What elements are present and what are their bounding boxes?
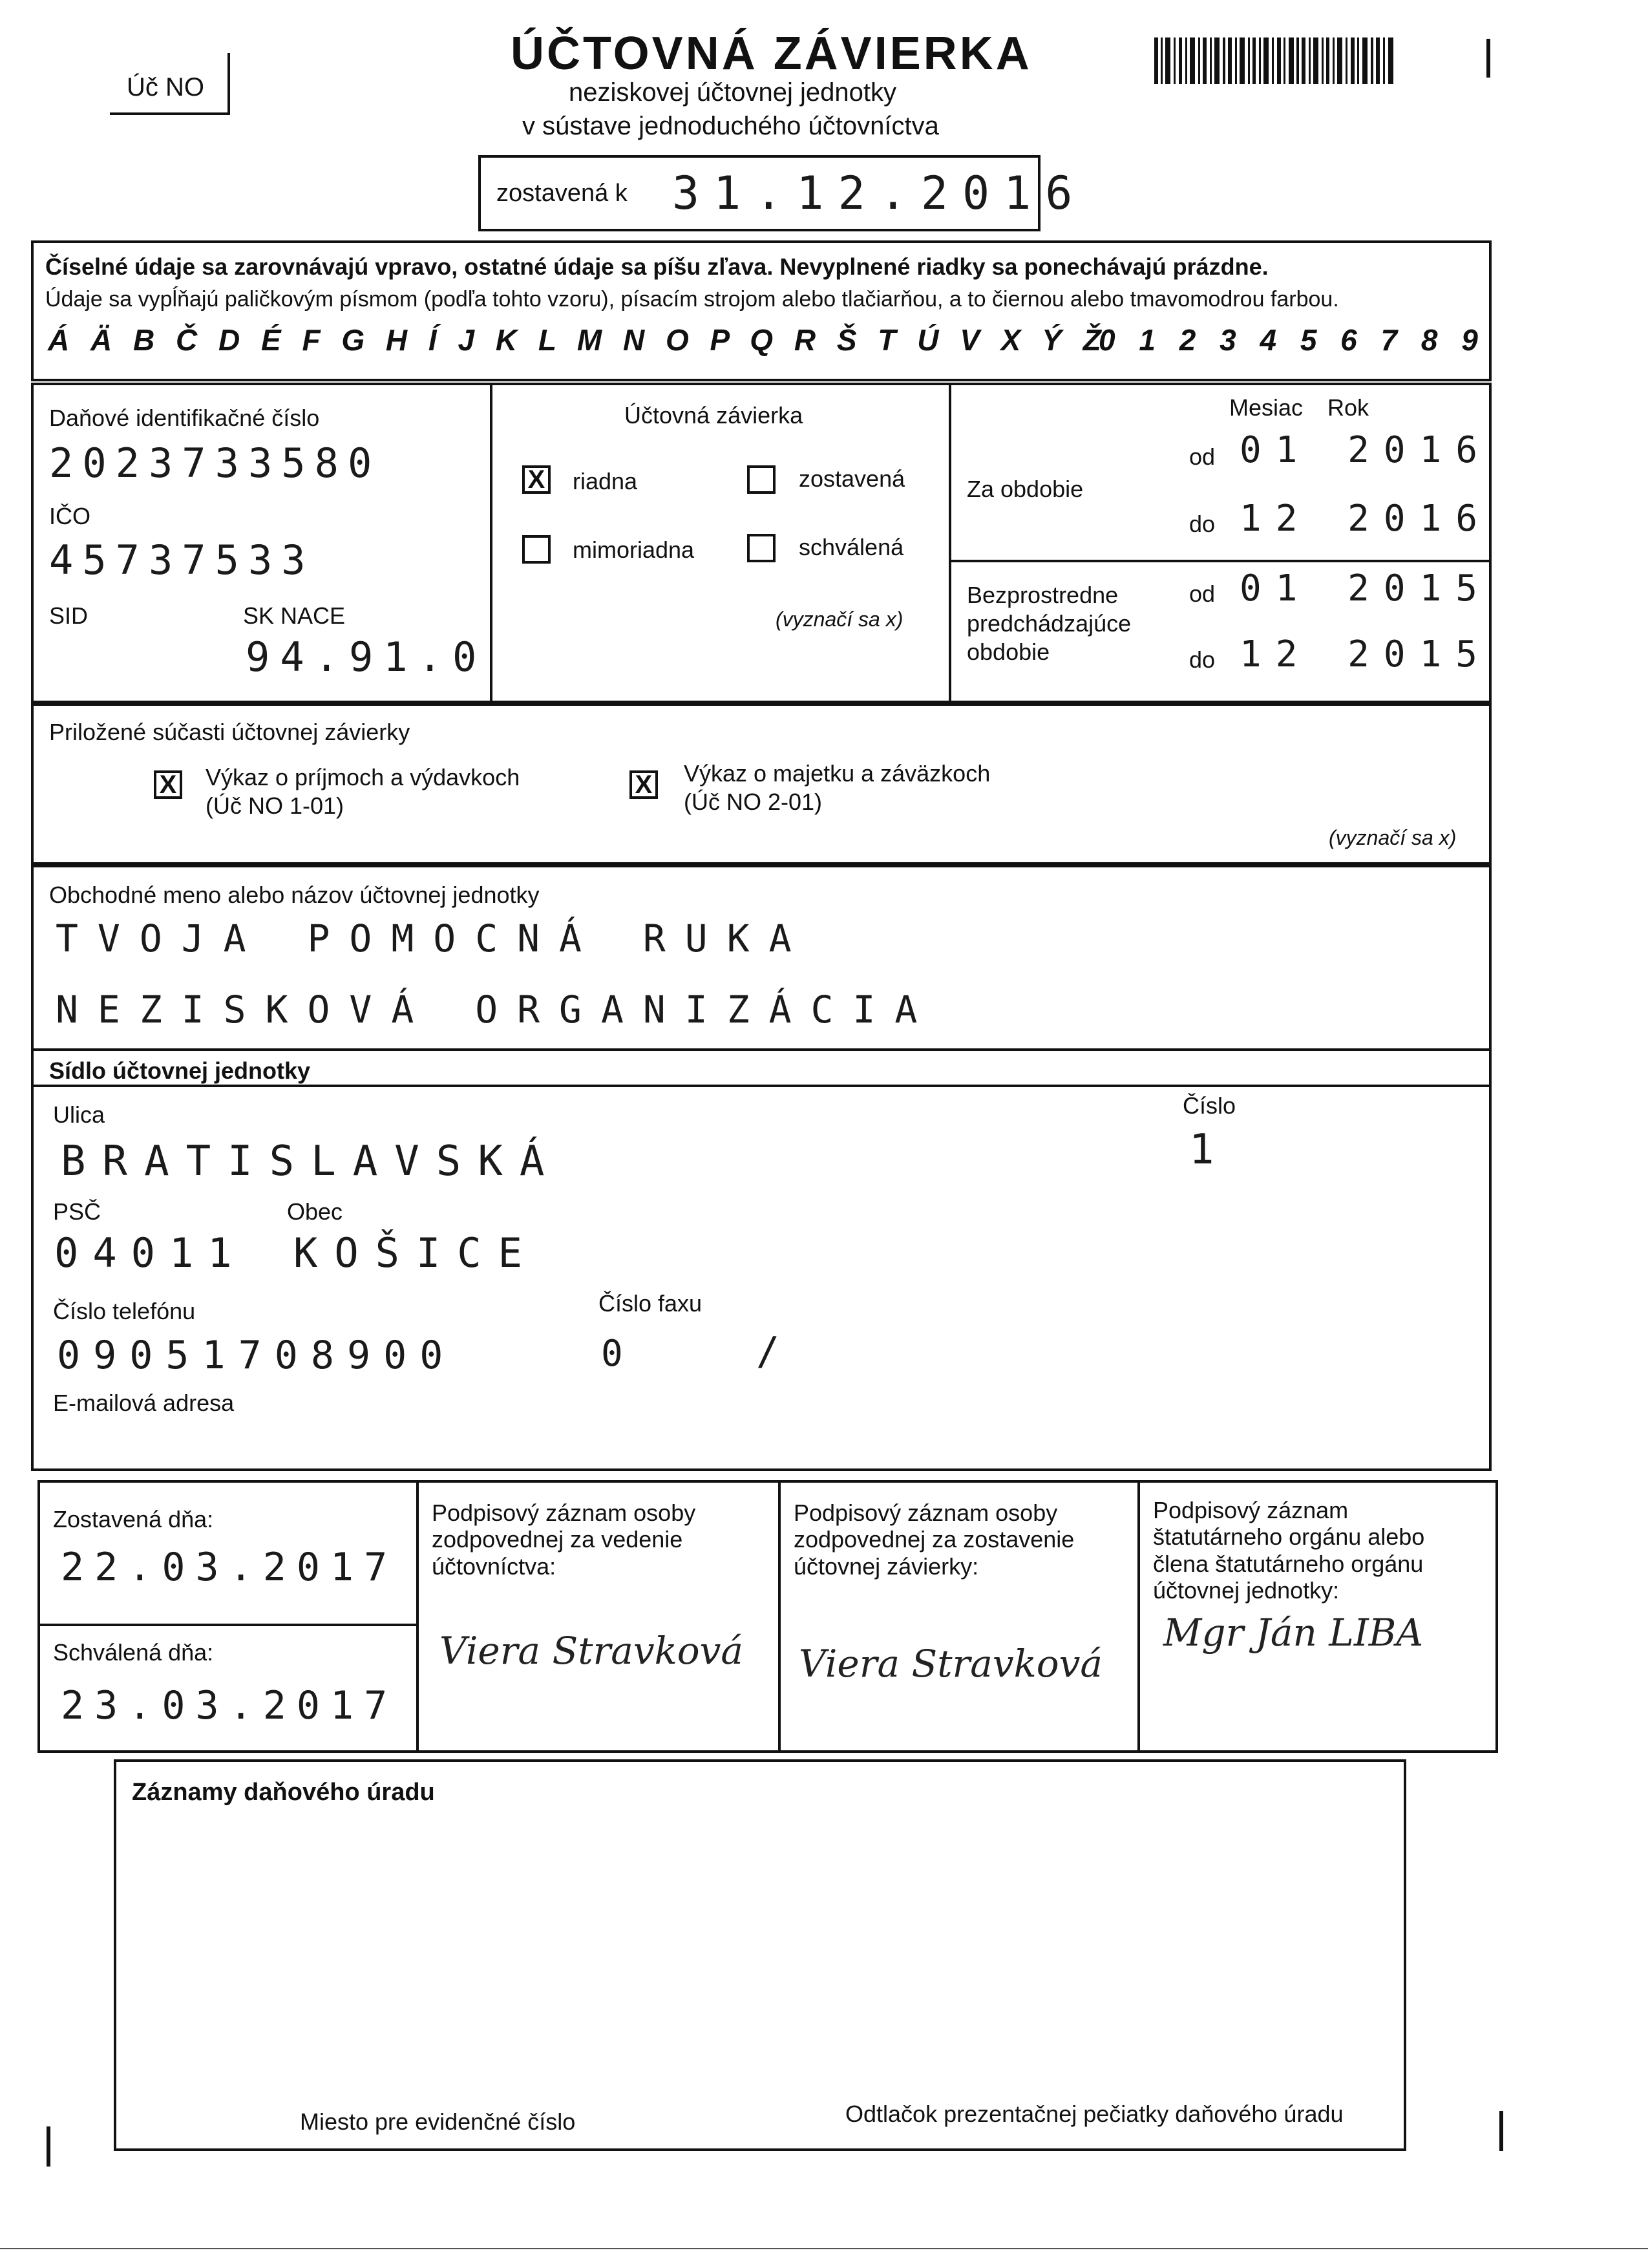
current-from-label: od xyxy=(1189,443,1216,470)
seat-label: Sídlo účtovnej jednotky xyxy=(49,1057,311,1084)
margin-mark-left xyxy=(47,2126,50,2167)
previous-to-value: 12 2015 xyxy=(1240,633,1492,675)
city-label: Obec xyxy=(287,1198,343,1225)
previous-label-3: obdobie xyxy=(967,639,1050,665)
sample-digits: 0 1 2 3 4 5 6 7 8 9 xyxy=(1099,323,1486,357)
instructions-line-1: Číselné údaje sa zarovnávajú vpravo, ostatné údaje sa píšu zľava. Nevyplnené riadky sa ponechávajú prázdne. xyxy=(45,253,1269,280)
statutory-body-signature: Mgr Ján LIBA xyxy=(1163,1611,1424,1655)
email-label: E-mailová adresa xyxy=(53,1390,235,1416)
statutory-body-label: Podpisový záznam štatutárneho orgánu alebo člena štatutárneho orgánu účtovnej jednotky: xyxy=(1153,1497,1425,1604)
margin-mark-right xyxy=(1499,2111,1503,2151)
current-to-value: 12 2016 xyxy=(1240,498,1492,540)
entity-name-line-2: NEZISKOVÁ ORGANIZÁCIA xyxy=(56,988,937,1032)
entity-name-line-1: TVOJA POMOCNÁ RUKA xyxy=(56,917,811,960)
attachment-2-line-1: Výkaz o majetku a záväzkoch xyxy=(684,760,991,787)
current-from-value: 01 2016 xyxy=(1240,429,1492,471)
psc-label: PSČ xyxy=(53,1198,101,1225)
form-subtitle-1: neziskovej účtovnej jednotky xyxy=(569,78,896,107)
previous-label-1: Bezprostredne xyxy=(967,582,1119,608)
statement-title: Účtovná závierka xyxy=(624,402,803,429)
divider-dates xyxy=(40,1624,416,1626)
divider-seat xyxy=(34,1048,1489,1051)
compiled-on-value: 22.03.2017 xyxy=(61,1545,398,1590)
form-subtitle-2: v sústave jednoduchého účtovníctva xyxy=(522,112,939,140)
attachment-1-line-2: (Úč NO 1-01) xyxy=(206,792,344,819)
dic-label: Daňové identifikačné číslo xyxy=(49,405,320,431)
divider-period xyxy=(949,385,951,701)
city-value: KOŠICE xyxy=(293,1229,539,1277)
checkbox-income-statement[interactable]: X xyxy=(154,770,182,799)
previous-to-label: do xyxy=(1189,646,1216,673)
fax-slash: / xyxy=(756,1329,802,1374)
previous-from-label: od xyxy=(1189,580,1216,607)
checkbox-zostavena[interactable] xyxy=(747,465,776,494)
accounting-responsible-signature: Viera Stravková xyxy=(439,1629,744,1673)
tax-office-title: Záznamy daňového úradu xyxy=(132,1779,435,1806)
label-riadna: riadna xyxy=(573,468,638,494)
checkbox-mimoriadna[interactable] xyxy=(522,535,551,564)
attachments-title: Priložené súčasti účtovnej závierky xyxy=(49,719,410,745)
street-label: Ulica xyxy=(53,1101,105,1128)
month-label: Mesiac xyxy=(1229,394,1304,421)
approved-on-label: Schválená dňa: xyxy=(53,1639,214,1666)
phone-value: 09051708900 xyxy=(57,1333,456,1378)
instructions-line-2: Údaje sa vypĺňajú paličkovým písmom (podľa tohto vzoru), písacím strojom alebo tlačiarňou, a to čiernou alebo tmavomodrou farbou. xyxy=(45,287,1339,312)
statement-note: (vyznačí sa x) xyxy=(776,608,903,631)
divider-sig-2 xyxy=(778,1483,781,1750)
label-zostavena: zostavená xyxy=(799,465,905,492)
attachment-1-line-1: Výkaz o príjmoch a výdavkoch xyxy=(206,764,520,790)
current-period-label: Za obdobie xyxy=(967,476,1084,502)
compiled-on-label: Zostavená dňa: xyxy=(53,1506,214,1532)
accounting-responsible-label: Podpisový záznam osoby zodpovednej za vedenie účtovníctva: xyxy=(432,1500,696,1580)
form-title: ÚČTOVNÁ ZÁVIERKA xyxy=(511,28,1032,79)
previous-label-2: predchádzajúce xyxy=(967,610,1132,637)
compiled-date-value: 31.12.2016 xyxy=(672,167,1087,220)
nace-value: 94.91.0 xyxy=(246,633,487,681)
sample-alphabet: Á Ä B Č D É F G H Í J K L M N O P Q R Š T Ú V X Ý Ž xyxy=(48,323,1108,357)
checkbox-assets-statement[interactable]: X xyxy=(629,770,658,799)
statement-compiler-label: Podpisový záznam osoby zodpovednej za zostavenie účtovnej závierky: xyxy=(794,1500,1075,1580)
divider-ids xyxy=(490,385,492,701)
divider-sig-3 xyxy=(1137,1483,1140,1750)
previous-from-value: 01 2015 xyxy=(1240,567,1492,609)
nace-label: SK NACE xyxy=(243,602,346,629)
checkbox-riadna[interactable]: X xyxy=(522,465,551,494)
bottom-scan-edge xyxy=(0,2248,1648,2249)
form-code: Úč NO xyxy=(127,73,204,101)
current-to-label: do xyxy=(1189,511,1216,537)
sid-label: SID xyxy=(49,602,89,629)
fax-label: Číslo faxu xyxy=(598,1290,703,1317)
number-value: 1 xyxy=(1189,1126,1236,1174)
divider-period-row xyxy=(950,560,1489,562)
dic-value: 2023733580 xyxy=(49,440,381,487)
phone-label: Číslo telefónu xyxy=(53,1298,196,1324)
entity-name-label: Obchodné meno alebo názov účtovnej jednotky xyxy=(49,882,540,908)
psc-value: 04011 xyxy=(54,1229,246,1277)
registration-number-note: Miesto pre evidenčné číslo xyxy=(300,2108,576,2135)
divider-seat-fields xyxy=(34,1085,1489,1087)
ico-label: IČO xyxy=(49,503,91,529)
approved-on-value: 23.03.2017 xyxy=(61,1683,398,1728)
compiled-date-label: zostavená k xyxy=(496,180,628,207)
checkbox-schvalena[interactable] xyxy=(747,534,776,562)
statement-compiler-signature: Viera Stravková xyxy=(799,1642,1103,1686)
ico-value: 45737533 xyxy=(49,536,315,584)
label-mimoriadna: mimoriadna xyxy=(573,536,695,563)
margin-mark-top xyxy=(1486,39,1490,78)
attachment-2-line-2: (Úč NO 2-01) xyxy=(684,789,823,815)
fax-value: 0 xyxy=(601,1333,645,1375)
label-schvalena: schválená xyxy=(799,534,904,560)
tax-office-section xyxy=(114,1759,1406,2151)
divider-sig-1 xyxy=(416,1483,419,1750)
attachments-note: (vyznačí sa x) xyxy=(1329,826,1457,849)
number-label: Číslo xyxy=(1183,1092,1236,1119)
year-label: Rok xyxy=(1327,394,1369,421)
street-value: BRATISLAVSKÁ xyxy=(61,1138,562,1185)
barcode xyxy=(1154,37,1400,84)
tax-office-stamp-note: Odtlačok prezentačnej pečiatky daňového úradu xyxy=(845,2101,1344,2127)
